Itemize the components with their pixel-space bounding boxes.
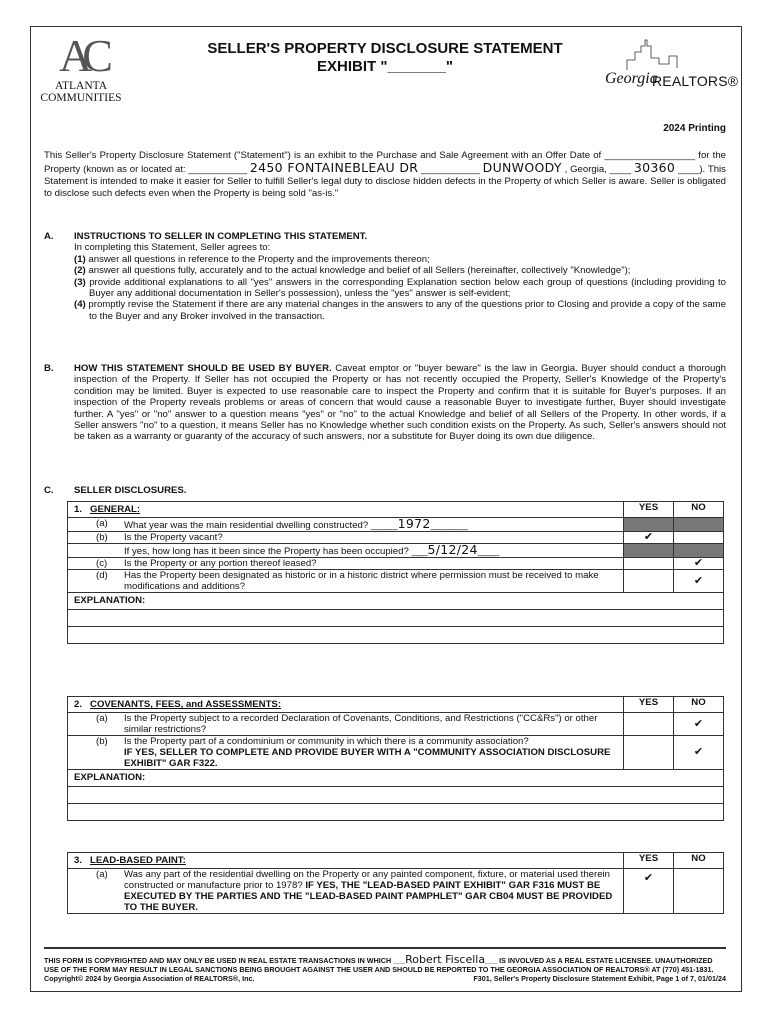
occupied-date-field[interactable]: 5/12/24 [427,542,478,557]
lead-paint-table [67,852,724,914]
condo-yes-checkbox[interactable] [624,736,674,770]
check-icon: ✔ [693,574,704,587]
explanation-line[interactable] [68,804,724,821]
check-icon: ✔ [693,717,704,730]
logo-script-georgia: Georgia [605,70,658,87]
vacant-yes-checkbox[interactable] [624,532,674,544]
question-row: (b) Is the Property vacant? [68,532,624,544]
check-icon: ✔ [643,531,654,543]
section-a-label: A. [44,231,54,242]
intro-text-3: ___________ [421,164,480,175]
list-item: (3) provide additional explanations to all "yes" answers in the corresponding Explanation section below each group of questions (including providing to Buyer any additional documentation in Seller's possession), unless the "yes" answer is self-evident; [74,276,726,300]
ccrs-no-checkbox[interactable] [674,713,724,736]
historic-no-checkbox[interactable] [674,570,724,593]
no-column-header: NO [674,853,724,869]
question-row: (b) Is the Property part of a condominium or community in which there is a community association? IF YES, SELLER TO COMPLETE AND PROVIDE BUYER WITH A "COMMUNITY ASSOCIATION DISCLOSURE EXHIBIT" GAR F322. [68,736,624,770]
section-b [44,363,726,443]
check-icon: ✔ [643,872,654,884]
lead-yes-checkbox[interactable] [624,869,674,914]
logo-text-line1: ATLANTA [54,80,108,92]
page-title [150,40,620,76]
explanation-line[interactable] [68,627,724,644]
copyright: Copyright© 2024 by Georgia Association of REALTORS®, Inc. [44,974,255,983]
shaded-cell [624,544,674,558]
condo-no-checkbox[interactable] [674,736,724,770]
explanation-line[interactable] [68,610,724,627]
section-a [44,231,726,322]
logo-realtors: REALTORS® [652,73,739,89]
title-line2: EXHIBIT "_______" [317,58,453,75]
footer-notice: THIS FORM IS COPYRIGHTED AND MAY ONLY BE USED IN REAL ESTATE TRANSACTIONS IN WHICH ___Robert Fiscella___ IS INVOLVED AS A REAL ESTATE LICENSEE. UNAUTHORIZED USE OF THE FORM MAY RESULT IN LEGAL SANCTIONS BEING BROUGHT AGAINST THE USER AND SHOULD BE REPORTED TO THE GEORGIA ASSOCIATION OF REALTORS® AT (770) 451-1831. [44,953,714,974]
footer [44,947,726,983]
leased-no-checkbox[interactable] [674,558,724,570]
year-built-field[interactable]: 1972 [397,516,431,531]
address-field[interactable]: 2450 FONTAINEBLEAU DR [249,160,419,175]
check-icon: ✔ [693,557,704,569]
section-b-text: Caveat emptor or "buyer beware" is the law in Georgia. Buyer should conduct a thorough inspection of the Property. If Seller has not occupied the Property or has not recently occupied the Property, Seller's Knowledge of the Property's condition may be limited. Buyer is expected to use reasonable care to inspect the Property and confirm that it is suitable for Buyer's purposes. If an inspection of the Property reveals problems or areas of concern that would cause a reasonable Buyer to investigate further, Buyer should investigate further. A "yes" or "no" answer to a question means "yes" or "no" to the actual Knowledge and belief of all Sellers of the Property. In other words, if a Seller answers "no" to a question, it means Seller has no Knowledge whether such condition exists on the Property. As such, Seller's answers should not be taken as a warranty or guaranty of the accuracy of such answers, nor a substitute for Buyer doing its own due diligence. [74,363,726,443]
city-field[interactable]: DUNWOODY [482,160,562,175]
licensee-name-field[interactable]: Robert Fiscella [405,953,486,966]
list-item: (2) answer all questions fully, accurately and to the actual knowledge and belief of all Sellers (hereinafter, collectively "Knowledge"); [74,265,631,277]
covenants-header: 2. COVENANTS, FEES, and ASSESSMENTS: [68,697,624,713]
shaded-cell [674,518,724,532]
general-header: 1. GENERAL: [68,502,624,518]
question-row: If yes, how long has it been since the Property has been occupied? ___5/12/24____ [68,544,624,558]
intro-paragraph [44,150,726,200]
intro-text-5: ____). This Statement is intended to make it easier for Seller to fulfill Seller's legal duty to disclose hidden defects in the Property of which Seller is aware. Seller is obligated to disclose such defects even when the Property is being sold "as-is." [44,164,726,199]
section-a-heading: INSTRUCTIONS TO SELLER IN COMPLETING THIS STATEMENT. [74,231,368,242]
lead-no-checkbox[interactable] [674,869,724,914]
ccrs-yes-checkbox[interactable] [624,713,674,736]
covenants-table [67,696,724,821]
historic-yes-checkbox[interactable] [624,570,674,593]
printing-year: 2024 Printing [663,123,726,134]
logo-text-line2: COMMUNITIES [40,92,122,104]
yes-column-header: YES [624,502,674,518]
section-b-heading: HOW THIS STATEMENT SHOULD BE USED BY BUYER. [74,363,332,374]
shaded-cell [674,544,724,558]
vacant-no-checkbox[interactable] [674,532,724,544]
section-c [44,485,726,496]
no-column-header: NO [674,502,724,518]
question-row: (d) Has the Property been designated as historic or in a historic district where permission must be received to make modifications and additions? [68,570,624,593]
list-item: (4) promptly revise the Statement if there are any material changes in the answers to any of the questions prior to Closing and provide a copy of the same to the Buyer and any Broker involved in the transaction. [74,299,727,322]
explanation-label: EXPLANATION: [68,593,724,610]
section-c-label: C. [44,485,54,496]
section-c-heading: SELLER DISCLOSURES. [74,485,187,496]
list-item: (1) answer all questions in reference to the Property and the improvements thereon; [74,253,430,265]
intro-text-4: , Georgia, ____ [564,164,632,175]
explanation-label: EXPLANATION: [68,770,724,787]
question-row: (c) Is the Property or any portion thereof leased? [68,558,624,570]
question-row: (a) Was any part of the residential dwelling on the Property or any painted component, fixture, or material used therein constructed or manufacture prior to 1978? IF YES, THE "LEAD-BASED PAINT EXHIBIT" GAR F316 MUST BE EXECUTED BY THE PARTIES AND THE "LEAD-BASED PAINT PAMPHLET" GAR CB04 MUST BE PROVIDED TO THE BUYER. [68,869,624,914]
question-row: (a) Is the Property subject to a recorded Declaration of Covenants, Conditions, and Restrictions ("CC&Rs") or other similar restrictions? [68,713,624,736]
explanation-line[interactable] [68,787,724,804]
general-table [67,501,724,644]
question-row: (a) What year was the main residential dwelling constructed? _____1972_______ [68,518,624,532]
zip-field[interactable]: 30360 [633,160,676,175]
intro-text-1: This Seller's Property Disclosure Statement ("Statement") is an exhibit to the Purchase and Sale Agreement with an Offer Date of [44,150,602,161]
title-line1: SELLER'S PROPERTY DISCLOSURE STATEMENT [207,40,563,57]
check-icon: ✔ [693,746,704,758]
no-column-header: NO [674,697,724,713]
section-b-label: B. [44,363,54,374]
leased-yes-checkbox[interactable] [624,558,674,570]
georgia-realtors-logo [605,38,739,98]
lead-paint-header: 3. LEAD-BASED PAINT: [68,853,624,869]
yes-column-header: YES [624,697,674,713]
section-a-lead: In completing this Statement, Seller agrees to: [74,242,271,254]
logo-monogram: AC [59,30,103,81]
skyline-icon [625,38,705,72]
intro-text-2: _________________ for the Property (known as or located at: ___________ [44,150,726,175]
form-id: F301, Seller's Property Disclosure Statement Exhibit, Page 1 of 7, 01/01/24 [473,974,726,983]
atlanta-communities-logo [36,32,126,104]
yes-column-header: YES [624,853,674,869]
shaded-cell [624,518,674,532]
